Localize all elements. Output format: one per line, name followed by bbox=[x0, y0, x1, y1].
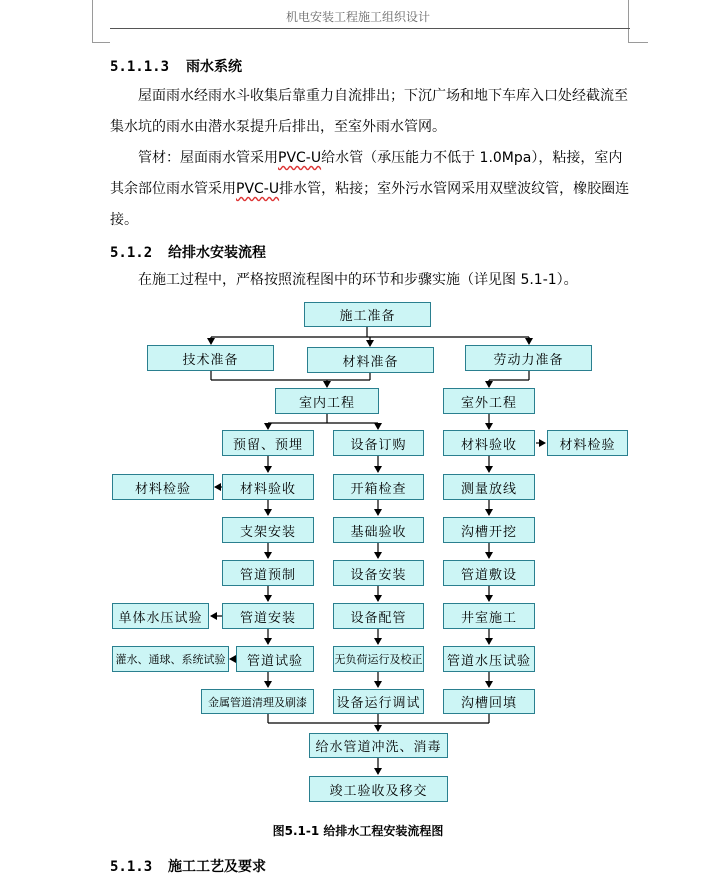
flow-box-material-inspect-left: 材料检验 bbox=[112, 474, 214, 500]
flow-box-pipe-prefab: 管道预制 bbox=[222, 560, 314, 586]
figure-caption: 图5.1-1 给排水工程安装流程图 bbox=[272, 824, 444, 838]
section-number: 5.1.1.3 bbox=[110, 59, 170, 75]
text-run: 管材：屋面雨水管采用 bbox=[138, 150, 278, 166]
flow-box-final-acceptance: 竣工验收及移交 bbox=[309, 776, 448, 802]
flow-box-equipment-piping: 设备配管 bbox=[333, 603, 424, 629]
flow-box-indoor: 室内工程 bbox=[275, 388, 379, 414]
flow-box-unpack-check: 开箱检查 bbox=[333, 474, 424, 500]
flow-box-well-build: 井室施工 bbox=[443, 603, 535, 629]
flow-box-flush-disinfect: 给水管道冲洗、消毒 bbox=[309, 733, 448, 758]
flow-box-embed: 预留、预埋 bbox=[222, 430, 314, 456]
flow-box-start: 施工准备 bbox=[304, 302, 431, 327]
section-number: 5.1.2 bbox=[110, 245, 153, 261]
flow-box-no-load-run: 无负荷运行及校正 bbox=[333, 646, 424, 672]
section-number: 5.1.3 bbox=[110, 859, 153, 875]
flow-box-labor-prep: 劳动力准备 bbox=[465, 345, 592, 371]
flow-box-equipment-install: 设备安装 bbox=[333, 560, 424, 586]
section-title: 施工工艺及要求 bbox=[168, 859, 266, 875]
flow-box-trench-dig: 沟槽开挖 bbox=[443, 517, 535, 543]
flow-box-unit-pressure-test: 单体水压试验 bbox=[112, 603, 209, 629]
section-title: 给排水安装流程 bbox=[168, 245, 266, 261]
spellcheck-underline-text: PVC-U bbox=[236, 181, 280, 197]
flow-box-equipment-order: 设备订购 bbox=[333, 430, 424, 456]
flow-box-pipe-lay: 管道敷设 bbox=[443, 560, 535, 586]
text-run: 给水管（承压能力不低于 1.0Mpa），粘接，室内其余部位雨水管采用 bbox=[110, 150, 623, 197]
flow-box-tech-prep: 技术准备 bbox=[147, 345, 274, 371]
flow-box-bracket-install: 支架安装 bbox=[222, 517, 314, 543]
flow-box-survey-layout: 测量放线 bbox=[443, 474, 535, 500]
page-header: 机电安装工程施工组织设计 bbox=[285, 10, 430, 24]
flow-box-pipe-install: 管道安装 bbox=[222, 603, 314, 629]
section-title: 雨水系统 bbox=[186, 59, 242, 75]
text-run: 排水管，粘接；室外污水管网采用双壁波纹管，橡胶圈连接。 bbox=[110, 181, 630, 228]
paragraph-process-intro: 在施工过程中，严格按照流程图中的环节和步骤实施（详见图 5.1-1）。 bbox=[138, 272, 578, 288]
flow-box-foundation-accept: 基础验收 bbox=[333, 517, 424, 543]
flow-box-pipe-pressure-test: 管道水压试验 bbox=[443, 646, 535, 672]
spellcheck-underline-text: PVC-U bbox=[278, 150, 322, 166]
flow-box-material-accept-outdoor: 材料验收 bbox=[443, 430, 535, 456]
flow-box-trench-backfill: 沟槽回填 bbox=[443, 689, 535, 714]
paragraph-rain-drainage: 屋面雨水经雨水斗收集后靠重力自流排出；下沉广场和地下车库入口处经截流至集水坑的雨水由潜水泵提升后排出，至室外雨水管网。 bbox=[110, 88, 628, 135]
flow-box-equipment-commission: 设备运行调试 bbox=[333, 689, 424, 714]
flow-box-outdoor: 室外工程 bbox=[443, 388, 535, 414]
flow-box-pipe-test: 管道试验 bbox=[236, 646, 314, 672]
flow-box-water-ball-system-test: 灌水、通球、系统试验 bbox=[112, 646, 229, 672]
flow-box-material-inspect-right: 材料检验 bbox=[547, 430, 628, 456]
flow-box-material-accept: 材料验收 bbox=[222, 474, 314, 500]
flow-box-material-prep: 材料准备 bbox=[307, 347, 434, 373]
flow-box-metal-pipe-paint: 金属管道清理及刷漆 bbox=[201, 689, 314, 714]
section-heading-craft bbox=[110, 856, 266, 876]
